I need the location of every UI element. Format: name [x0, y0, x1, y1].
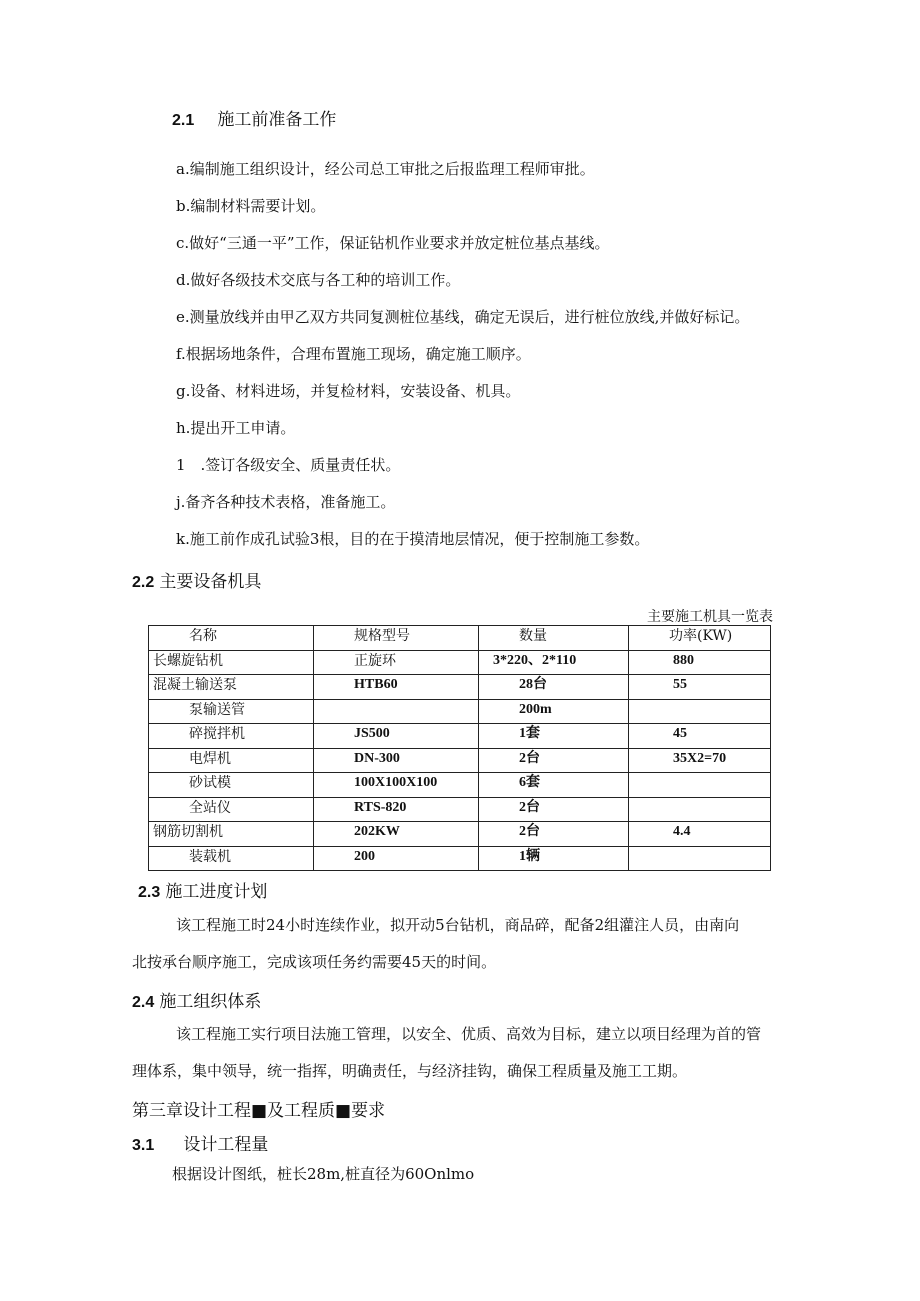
table-cell: DN-300: [314, 748, 479, 773]
table-row: [149, 797, 771, 822]
section-number: 2.2: [132, 574, 155, 591]
table-cell: 200: [314, 846, 479, 871]
list-item: j.备齐各种技术表格，准备施工。: [176, 493, 396, 511]
table-row: [149, 699, 771, 724]
table-cell: HTB60: [314, 675, 479, 700]
equipment-table: [148, 625, 771, 871]
table-cell: [629, 846, 771, 871]
table-row: [149, 773, 771, 798]
table-cell: [629, 773, 771, 798]
table-cell: 45: [629, 724, 771, 749]
paragraph-line: 该工程施工时24小时连续作业，拟开动5台钻机，商品碎，配备2组灌注人员，由南向: [176, 916, 740, 934]
table-cell: 6套: [479, 773, 629, 798]
list-item: f.根据场地条件，合理布置施工现场，确定施工顺序。: [176, 345, 531, 363]
section-title: 设计工程量: [183, 1135, 269, 1155]
paragraph-line: 理体系，集中领导，统一指挥，明确责任，与经济挂钩，确保工程质量及施工工期。: [132, 1062, 688, 1080]
list-item: e.测量放线并由甲乙双方共同复测桩位基线，确定无误后，进行桩位放线,并做好标记。: [176, 308, 750, 326]
header-cell: 功率(KW): [629, 626, 771, 651]
table-row: [149, 748, 771, 773]
list-item: g.设备、材料进场，并复检材料，安装设备、机具。: [176, 382, 521, 400]
table-cell: 电焊机: [149, 748, 314, 773]
list-item: c.做好“三通一平”工作，保证钻机作业要求并放定桩位基点基线。: [176, 234, 610, 252]
section-number: 2.4: [132, 994, 155, 1011]
table-cell: 混凝土输送泵: [149, 675, 314, 700]
table-cell: [314, 699, 479, 724]
table-cell: 2台: [479, 797, 629, 822]
paragraph-line: 北按承台顺序施工，完成该项任务约需要45天的时间。: [132, 953, 497, 971]
table-cell: 泵输送管: [149, 699, 314, 724]
table-cell: 880: [629, 650, 771, 675]
table-cell: 2台: [479, 748, 629, 773]
section-2-3-heading: [138, 877, 267, 902]
table-row: [149, 650, 771, 675]
header-cell: 数量: [479, 626, 629, 651]
table-row: [149, 724, 771, 749]
list-item: a.编制施工组织设计，经公司总工审批之后报监理工程师审批。: [176, 160, 595, 178]
section-2-2-heading: [132, 567, 261, 592]
list-item: h.提出开工申请。: [176, 419, 296, 437]
table-cell: 装载机: [149, 846, 314, 871]
header-cell: 名称: [149, 626, 314, 651]
paragraph-line: 该工程施工实行项目法施工管理，以安全、优质、高效为目标，建立以项目经理为首的管: [176, 1025, 762, 1043]
chapter-title: 第三章设计工程■及工程质■要求: [132, 1101, 386, 1121]
table-cell: 4.4: [629, 822, 771, 847]
table-cell: 35X2=70: [629, 748, 771, 773]
list-item: b.编制材料需要计划。: [176, 197, 326, 215]
section-title: 施工进度计划: [165, 882, 268, 902]
table-row: [149, 675, 771, 700]
table-cell: 正旋环: [314, 650, 479, 675]
table-cell: 55: [629, 675, 771, 700]
table-cell: 长螺旋钻机: [149, 650, 314, 675]
table-caption: 主要施工机具一览表: [647, 609, 773, 625]
section-number: 2.3: [138, 884, 161, 901]
table-row: [149, 822, 771, 847]
table-header-row: [149, 626, 771, 651]
table-cell: 1辆: [479, 846, 629, 871]
section-title: 施工组织体系: [159, 992, 262, 1012]
table-cell: 200m: [479, 699, 629, 724]
table-cell: 100X100X100: [314, 773, 479, 798]
list-item: k.施工前作成孔试验3根，目的在于摸清地层情况，便于控制施工参数。: [176, 530, 650, 548]
table-cell: 钢筋切割机: [149, 822, 314, 847]
table-cell: 2台: [479, 822, 629, 847]
table-cell: 砂试模: [149, 773, 314, 798]
list-item: d.做好各级技术交底与各工种的培训工作。: [176, 271, 461, 289]
table-cell: 28台: [479, 675, 629, 700]
table-cell: [629, 797, 771, 822]
header-cell: 规格型号: [314, 626, 479, 651]
paragraph-line: 根据设计图纸，桩长28m,桩直径为60Onlmo: [172, 1165, 475, 1183]
section-3-1-heading: [132, 1130, 268, 1155]
table-cell: JS500: [314, 724, 479, 749]
table-cell: 碎搅拌机: [149, 724, 314, 749]
section-title: 主要设备机具: [159, 572, 262, 592]
section-number: 2.1: [172, 112, 195, 129]
table-cell: 3*220、2*110: [479, 650, 629, 675]
section-2-1-heading: [172, 105, 336, 130]
table-cell: RTS-820: [314, 797, 479, 822]
section-2-4-heading: [132, 987, 261, 1012]
table-row: [149, 846, 771, 871]
list-item: 1 .签订各级安全、质量责任状。: [176, 456, 401, 474]
table-cell: [629, 699, 771, 724]
table-cell: 全站仪: [149, 797, 314, 822]
table-cell: 202KW: [314, 822, 479, 847]
table-cell: 1套: [479, 724, 629, 749]
section-number: 3.1: [132, 1137, 155, 1154]
section-title: 施工前准备工作: [217, 110, 337, 130]
